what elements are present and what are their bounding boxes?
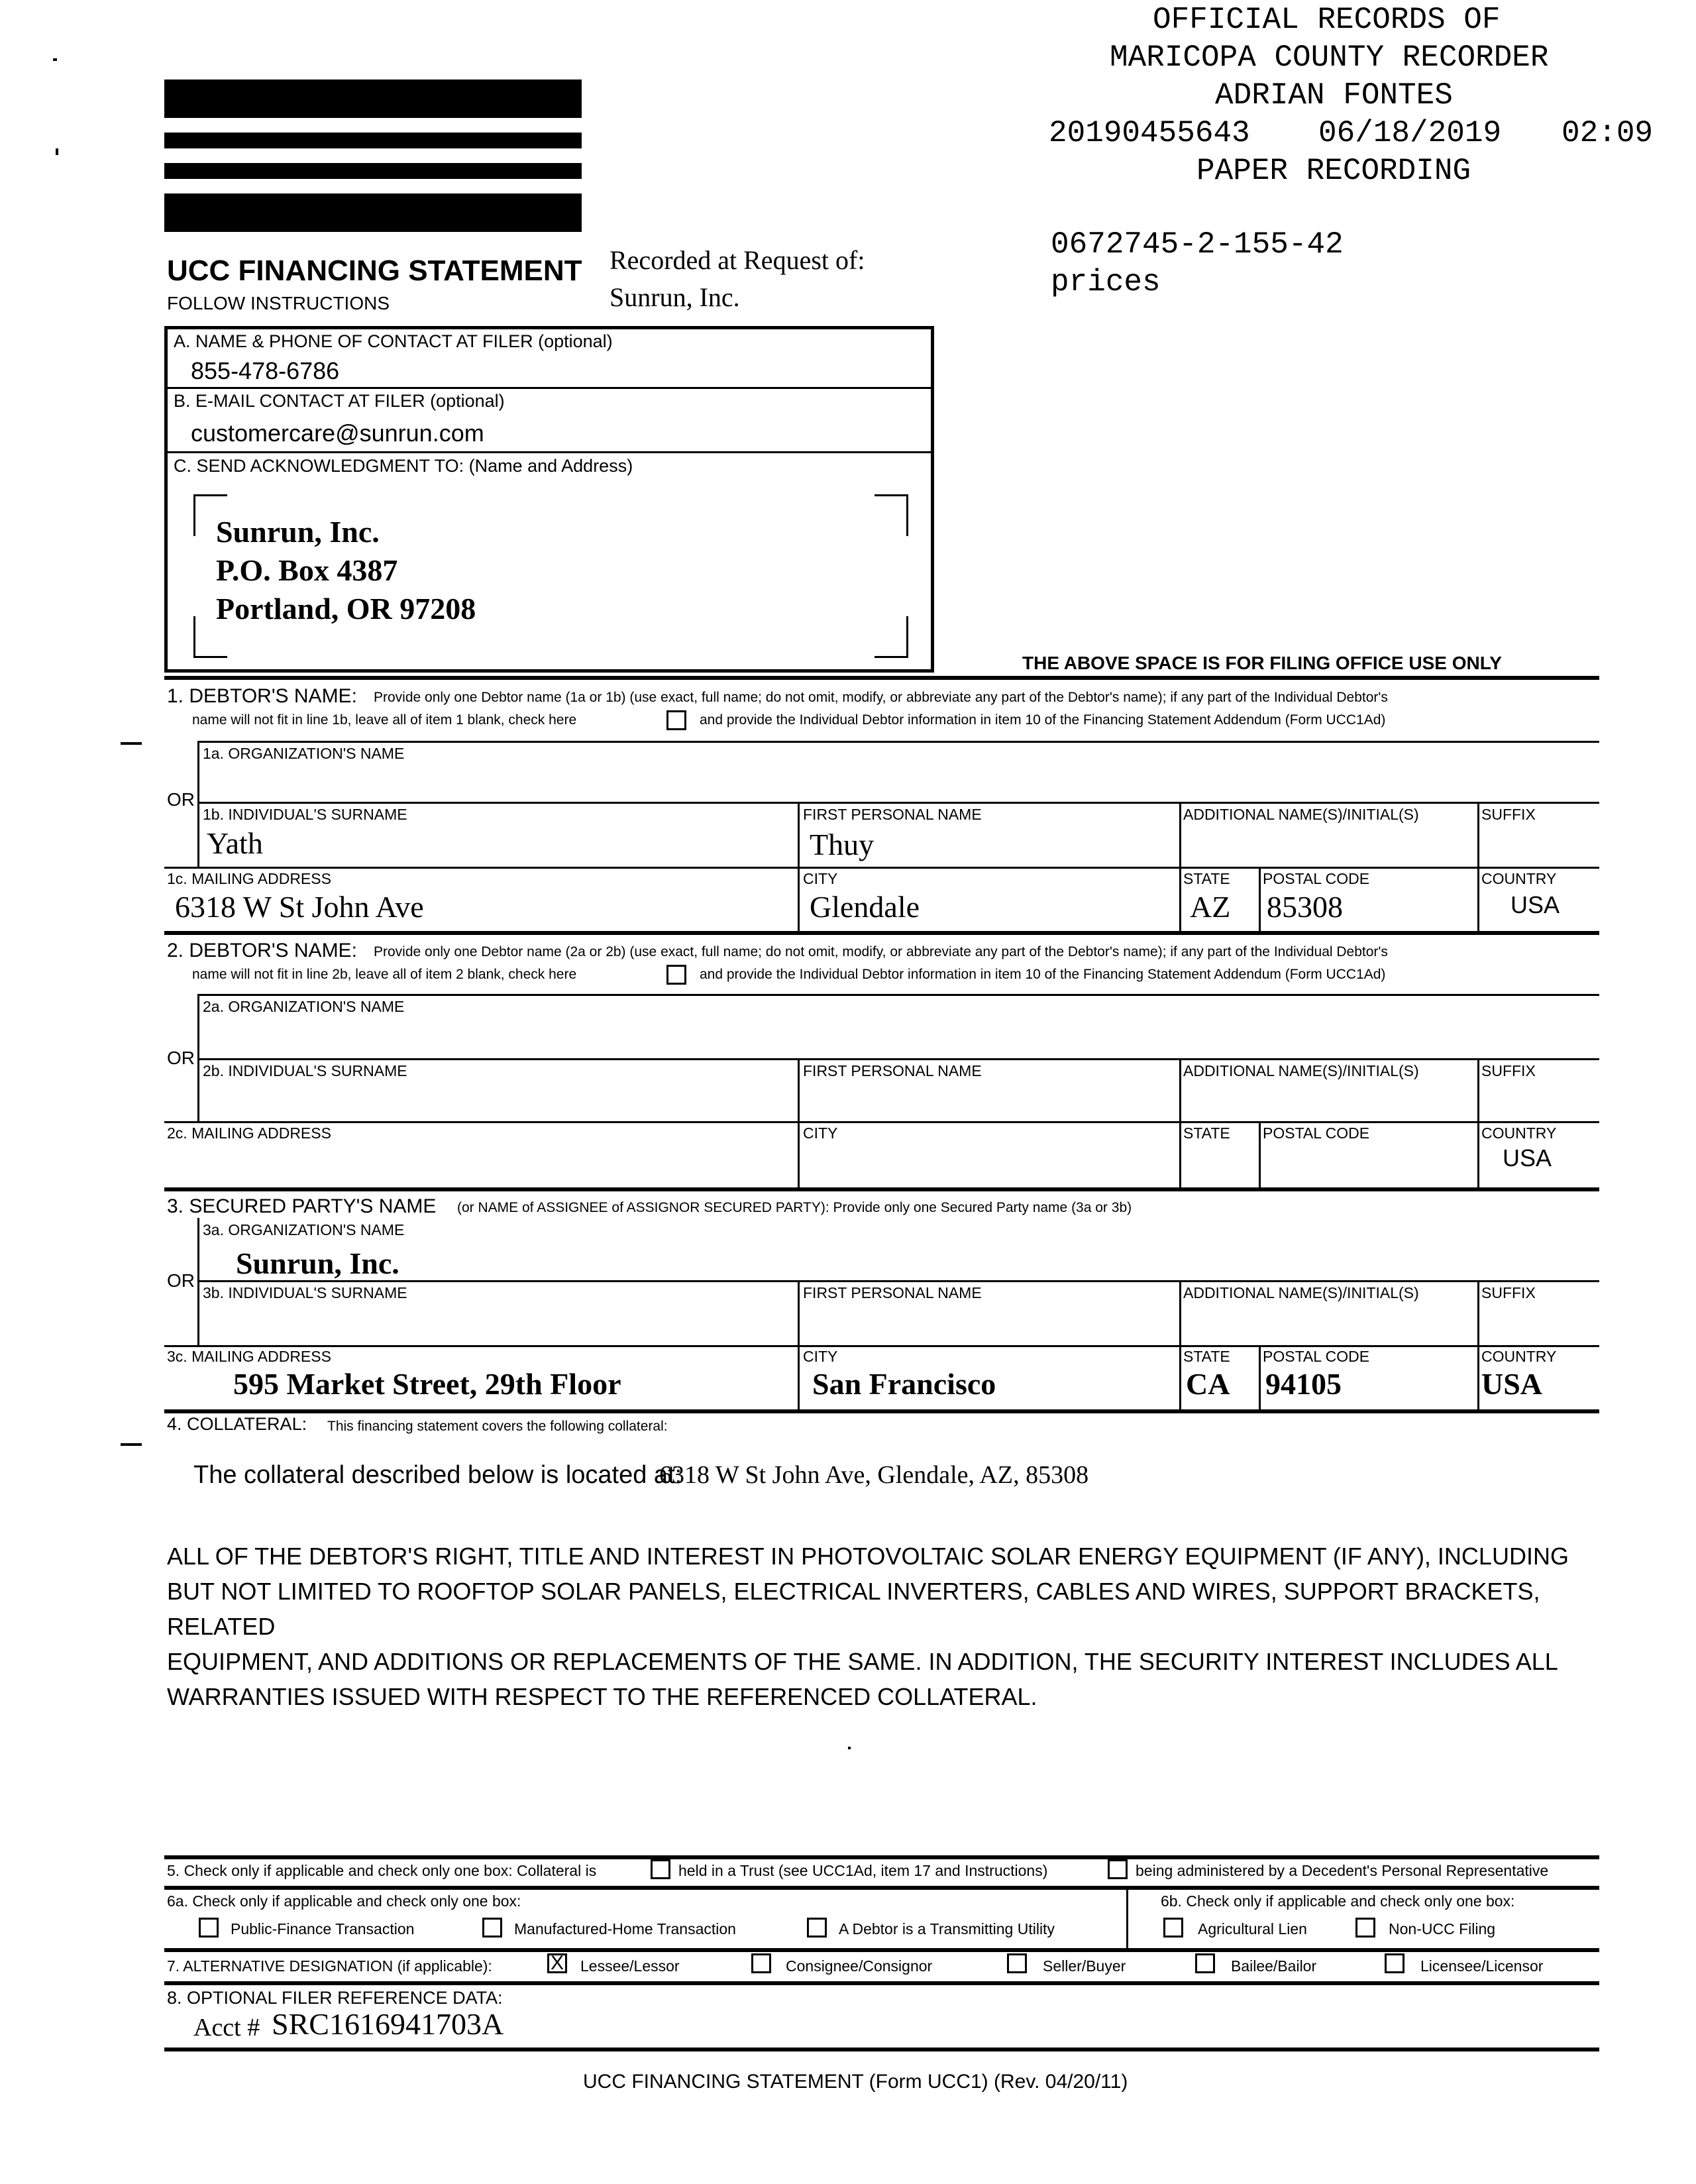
country-label: COUNTRY xyxy=(1481,870,1557,887)
city-label: CITY xyxy=(803,1124,838,1142)
collateral-located-value: 6318 W St John Ave, Glendale, AZ, 85308 xyxy=(659,1461,1089,1489)
bailee-bailor-checkbox[interactable] xyxy=(1195,1953,1215,1973)
secured-city: San Francisco xyxy=(812,1367,996,1401)
debtor1-country: USA xyxy=(1510,891,1560,918)
state-label: STATE xyxy=(1183,870,1230,887)
suffix-label: SUFFIX xyxy=(1481,1284,1536,1301)
first-name-label: FIRST PERSONAL NAME xyxy=(803,1284,982,1301)
item7-opt3: Seller/Buyer xyxy=(1043,1957,1126,1975)
debtor1-state: AZ xyxy=(1190,890,1231,924)
recorder-initials: prices xyxy=(1051,265,1161,300)
debtor1-surname: Yath xyxy=(207,826,263,860)
filer-a-label: A. NAME & PHONE OF CONTACT AT FILER (optional) xyxy=(174,331,613,351)
item5-opt2: being administered by a Decedent's Personal Representative xyxy=(1136,1862,1549,1879)
item6a-opt1: Public-Finance Transaction xyxy=(231,1920,415,1938)
recorder-line-1: OFFICIAL RECORDS OF xyxy=(1153,3,1501,37)
debtor2-instr-2b: and provide the Individual Debtor information in item 10 of the Financing Statement Addendum (Form UCC1Ad) xyxy=(700,967,1386,982)
secured-address: 595 Market Street, 29th Floor xyxy=(233,1367,621,1401)
reference-number: 0672745-2-155-42 xyxy=(1051,227,1344,262)
public-finance-checkbox[interactable] xyxy=(199,1918,219,1938)
ack-city: Portland, OR 97208 xyxy=(216,592,476,626)
ack-address: P.O. Box 4387 xyxy=(216,553,398,587)
secured-surname-label: 3b. INDIVIDUAL'S SURNAME xyxy=(203,1284,407,1301)
filer-email: customercare@sunrun.com xyxy=(191,419,484,447)
scan-mark xyxy=(121,1443,142,1446)
acct-number: SRC1616941703A xyxy=(272,2007,504,2041)
debtor1-instr-2a: name will not fit in line 1b, leave all of item 1 blank, check here xyxy=(192,712,577,728)
debtor2-org-label: 2a. ORGANIZATION'S NAME xyxy=(203,998,405,1015)
debtor2-instr-1: Provide only one Debtor name (2a or 2b) (use exact, full name; do not omit, modify, or abbreviate any part of the Debtor's name); if any part of the Individual Debtor's xyxy=(374,944,1388,959)
decedent-checkbox[interactable] xyxy=(1108,1859,1128,1879)
collateral-heading: 4. COLLATERAL: xyxy=(167,1414,307,1434)
item7-opt5: Licensee/Licensor xyxy=(1420,1957,1544,1975)
filer-c-label: C. SEND ACKNOWLEDGMENT TO: (Name and Address) xyxy=(174,456,633,476)
lessee-lessor-checkbox[interactable]: X xyxy=(547,1953,567,1973)
collateral-line: WARRANTIES ISSUED WITH RESPECT TO THE REFERENCED COLLATERAL. xyxy=(167,1683,1037,1710)
postal-label: POSTAL CODE xyxy=(1263,1348,1370,1365)
item6b-opt2: Non-UCC Filing xyxy=(1389,1920,1496,1938)
or-label: OR xyxy=(167,1048,195,1068)
item7-opt4: Bailee/Bailor xyxy=(1231,1957,1317,1975)
or-label: OR xyxy=(167,789,195,810)
form-footer: UCC FINANCING STATEMENT (Form UCC1) (Rev. 04/20/11) xyxy=(583,2071,1128,2093)
postal-label: POSTAL CODE xyxy=(1263,1124,1370,1142)
additional-names-label: ADDITIONAL NAME(S)/INITIAL(S) xyxy=(1183,806,1419,823)
state-label: STATE xyxy=(1183,1124,1230,1142)
form-title: UCC FINANCING STATEMENT xyxy=(167,254,582,287)
redaction-bar xyxy=(164,80,582,118)
additional-names-label: ADDITIONAL NAME(S)/INITIAL(S) xyxy=(1183,1062,1419,1079)
item6a-text: 6a. Check only if applicable and check only one box: xyxy=(167,1892,521,1910)
suffix-label: SUFFIX xyxy=(1481,1062,1536,1079)
filing-office-note: THE ABOVE SPACE IS FOR FILING OFFICE USE ONLY xyxy=(1022,653,1502,673)
scan-mark xyxy=(848,1747,851,1749)
item7-opt2: Consignee/Consignor xyxy=(786,1957,933,1975)
or-label: OR xyxy=(167,1270,195,1291)
country-label: COUNTRY xyxy=(1481,1348,1557,1365)
debtor1-instr-2b: and provide the Individual Debtor information in item 10 of the Financing Statement Addendum (Form UCC1Ad) xyxy=(700,712,1386,728)
recorder-line-2: MARICOPA COUNTY RECORDER xyxy=(1110,40,1549,75)
collateral-description xyxy=(167,1539,1611,1714)
manufactured-home-checkbox[interactable] xyxy=(482,1918,502,1938)
secured-mailing-label: 3c. MAILING ADDRESS xyxy=(167,1348,331,1365)
secured-heading: 3. SECURED PARTY'S NAME xyxy=(167,1195,437,1217)
recording-date: 06/18/2019 xyxy=(1318,116,1502,150)
debtor2-heading: 2. DEBTOR'S NAME: xyxy=(167,940,357,961)
debtor1-instr-1: Provide only one Debtor name (1a or 1b) (use exact, full name; do not omit, modify, or abbreviate any part of the Debtor's name); if any part of the Individual Debtor's xyxy=(374,690,1388,705)
debtor1-heading: 1. DEBTOR'S NAME: xyxy=(167,685,357,707)
item6a-opt3: A Debtor is a Transmitting Utility xyxy=(839,1920,1055,1938)
debtor1-addendum-checkbox[interactable] xyxy=(666,710,686,730)
item6a-opt2: Manufactured-Home Transaction xyxy=(514,1920,736,1938)
item5-opt1: held in a Trust (see UCC1Ad, item 17 and Instructions) xyxy=(678,1862,1048,1879)
scan-mark xyxy=(53,58,57,61)
suffix-label: SUFFIX xyxy=(1481,806,1536,823)
item5-text: 5. Check only if applicable and check only one box: Collateral is xyxy=(167,1862,597,1879)
recording-time: 02:09 xyxy=(1562,116,1654,150)
city-label: CITY xyxy=(803,1348,838,1365)
secured-state: CA xyxy=(1186,1367,1230,1401)
debtor1-first-name: Thuy xyxy=(810,828,874,861)
collateral-line: ALL OF THE DEBTOR'S RIGHT, TITLE AND INTEREST IN PHOTOVOLTAIC SOLAR ENERGY EQUIPMENT (IF ANY), INCLUDING xyxy=(167,1543,1569,1570)
debtor1-city: Glendale xyxy=(810,890,920,924)
item7-opt1: Lessee/Lessor xyxy=(580,1957,680,1975)
recorded-at-request-label: Recorded at Request of: xyxy=(610,245,865,275)
recorder-line-3: ADRIAN FONTES xyxy=(1215,78,1453,113)
secured-org-label: 3a. ORGANIZATION'S NAME xyxy=(203,1221,405,1238)
redaction-bar xyxy=(164,193,582,232)
first-name-label: FIRST PERSONAL NAME xyxy=(803,806,982,823)
additional-names-label: ADDITIONAL NAME(S)/INITIAL(S) xyxy=(1183,1284,1419,1301)
state-label: STATE xyxy=(1183,1348,1230,1365)
consignee-checkbox[interactable] xyxy=(751,1953,771,1973)
secured-country: USA xyxy=(1481,1367,1543,1401)
item7-text: 7. ALTERNATIVE DESIGNATION (if applicable): xyxy=(167,1957,492,1975)
postal-label: POSTAL CODE xyxy=(1263,870,1370,887)
city-label: CITY xyxy=(803,870,838,887)
secured-postal: 94105 xyxy=(1265,1367,1342,1401)
agricultural-lien-checkbox[interactable] xyxy=(1163,1918,1183,1938)
collateral-located-label: The collateral described below is located at: xyxy=(193,1461,682,1489)
debtor2-country: USA xyxy=(1503,1144,1552,1172)
recording-number: 20190455643 xyxy=(1049,116,1250,150)
licensee-licensor-checkbox[interactable] xyxy=(1385,1953,1404,1973)
debtor2-instr-2a: name will not fit in line 2b, leave all of item 2 blank, check here xyxy=(192,967,577,982)
scan-mark xyxy=(121,742,142,745)
redaction-bar xyxy=(164,163,582,179)
debtor2-mailing-label: 2c. MAILING ADDRESS xyxy=(167,1124,331,1142)
recorder-line-5: PAPER RECORDING xyxy=(1196,154,1471,188)
non-ucc-filing-checkbox[interactable] xyxy=(1355,1918,1375,1938)
filer-b-label: B. E-MAIL CONTACT AT FILER (optional) xyxy=(174,391,505,411)
debtor2-addendum-checkbox[interactable] xyxy=(666,965,686,985)
collateral-line: BUT NOT LIMITED TO ROOFTOP SOLAR PANELS, ELECTRICAL INVERTERS, CABLES AND WIRES, SUPPORT BRACKETS, RELATED xyxy=(167,1578,1540,1640)
acct-label: Acct # xyxy=(193,2014,260,2042)
debtor2-surname-label: 2b. INDIVIDUAL'S SURNAME xyxy=(203,1062,407,1079)
trust-checkbox[interactable] xyxy=(651,1859,670,1879)
scan-mark xyxy=(56,148,58,155)
collateral-line: EQUIPMENT, AND ADDITIONS OR REPLACEMENTS OF THE SAME. IN ADDITION, THE SECURITY INTEREST INCLUDES ALL xyxy=(167,1648,1558,1675)
redaction-bar xyxy=(164,133,582,148)
recorded-at-request-value: Sunrun, Inc. xyxy=(610,282,740,312)
item6b-opt1: Agricultural Lien xyxy=(1198,1920,1307,1938)
secured-org-name: Sunrun, Inc. xyxy=(236,1246,399,1280)
ack-name: Sunrun, Inc. xyxy=(216,515,380,549)
seller-buyer-checkbox[interactable] xyxy=(1007,1953,1027,1973)
follow-instructions: FOLLOW INSTRUCTIONS xyxy=(167,293,390,313)
debtor1-org-label: 1a. ORGANIZATION'S NAME xyxy=(203,745,405,762)
country-label: COUNTRY xyxy=(1481,1124,1557,1142)
transmitting-utility-checkbox[interactable] xyxy=(807,1918,827,1938)
debtor1-surname-label: 1b. INDIVIDUAL'S SURNAME xyxy=(203,806,407,823)
filer-phone: 855-478-6786 xyxy=(191,357,340,384)
first-name-label: FIRST PERSONAL NAME xyxy=(803,1062,982,1079)
secured-heading-small: (or NAME of ASSIGNEE of ASSIGNOR SECURED PARTY): Provide only one Secured Party name (3a or 3b) xyxy=(457,1200,1132,1215)
item6b-text: 6b. Check only if applicable and check only one box: xyxy=(1161,1892,1515,1910)
collateral-heading-small: This financing statement covers the following collateral: xyxy=(327,1419,668,1434)
debtor1-mailing-label: 1c. MAILING ADDRESS xyxy=(167,870,331,887)
debtor1-postal: 85308 xyxy=(1267,890,1343,924)
debtor1-address: 6318 W St John Ave xyxy=(175,890,424,924)
item8-text: 8. OPTIONAL FILER REFERENCE DATA: xyxy=(167,1988,503,2008)
